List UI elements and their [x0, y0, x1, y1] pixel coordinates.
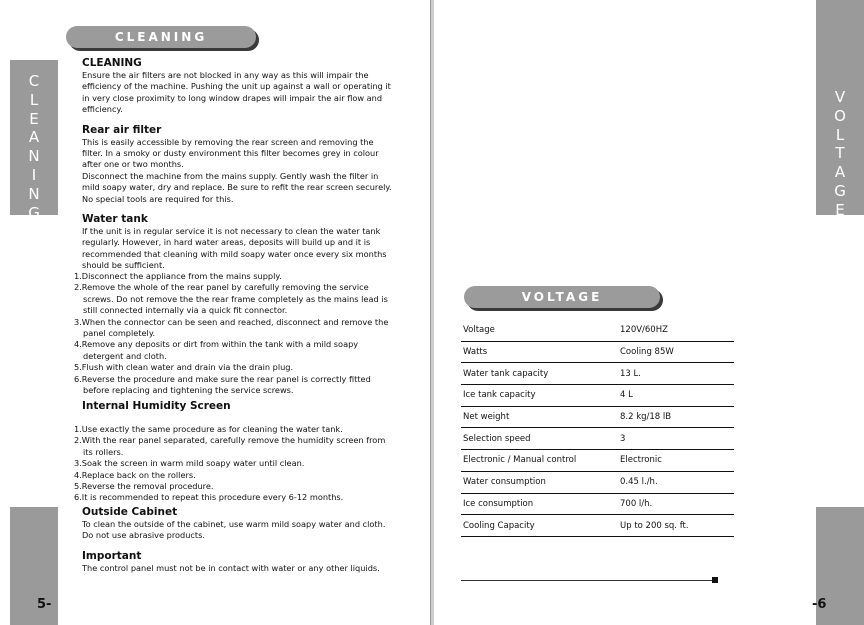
side-tab-letter: T — [835, 144, 845, 163]
side-tab-letter: G — [834, 181, 846, 200]
side-tab-letter: E — [29, 109, 39, 128]
table-row — [461, 515, 734, 537]
side-tab-letter: G — [28, 203, 40, 222]
spec-value: Electronic — [618, 450, 734, 472]
list-item: 2.Remove the whole of the rear panel by carefully removing the service screws. Do not remove the the rear frame completely as the mains lead is still connected internally via a quick fit connector. — [74, 282, 388, 316]
spec-value: 700 l/h. — [618, 493, 734, 515]
spec-label: Voltage — [461, 320, 618, 341]
list-item: 6.Reverse the procedure and make sure the rear panel is correctly fitted before replacing and tightening the service screws. — [74, 373, 371, 396]
spec-label: Net weight — [461, 406, 618, 428]
spec-value: 3 — [618, 428, 734, 450]
side-tab-letter: V — [834, 88, 846, 106]
table-row — [461, 385, 734, 407]
section-body: The control panel must not be in contact with water or any other liquids. — [82, 563, 380, 573]
list-item: 1.Use exactly the same procedure as for cleaning the water tank. — [74, 424, 343, 434]
spec-value: 13 L. — [618, 363, 734, 385]
spec-label: Water consumption — [461, 471, 618, 493]
footer-square-marker — [712, 577, 718, 583]
side-tab-letter: A — [834, 163, 846, 182]
water-tank-steps — [74, 271, 394, 396]
spec-value: 8.2 kg/18 lB — [618, 406, 734, 428]
section-title: Rear air filter — [82, 123, 162, 136]
table-row — [461, 471, 734, 493]
table-row — [461, 450, 734, 472]
spec-label: Water tank capacity — [461, 363, 618, 385]
side-tab-voltage — [816, 0, 864, 219]
list-item: 4.Replace back on the rollers. — [74, 469, 196, 480]
section-humidity-title-wrap — [82, 400, 392, 413]
spec-label: Selection speed — [461, 428, 618, 450]
side-tab-letter: L — [29, 90, 39, 109]
list-item: 3.Soak the screen in warm mild soapy water until clean. — [74, 458, 305, 469]
section-outside-cabinet — [82, 506, 392, 542]
humidity-steps — [74, 424, 394, 504]
section-title: Water tank — [82, 213, 148, 226]
side-tab-letter: A — [28, 128, 40, 147]
spec-value: Up to 200 sq. ft. — [618, 515, 734, 537]
table-row — [461, 363, 734, 385]
section-title: Internal Humidity Screen — [82, 400, 231, 412]
spec-label: Cooling Capacity — [461, 515, 618, 537]
side-tab-letter: N — [28, 184, 40, 203]
section-body: If the unit is in regular service it is not necessary to clean the water tank regularly. However, in hard water areas, deposits will build up and it is recommended that cleaning with mild soapy water once every six months should be sufficient. — [82, 226, 387, 271]
section-title: CLEANING — [82, 57, 142, 69]
side-tab-letter: E — [835, 200, 845, 219]
side-tab-letter: O — [834, 106, 846, 125]
section-body: This is easily accessible by removing the rear screen and removing the filter. In a smoky or dusty environment this filter becomes grey in colour after one or two months. Disconnect the machine from the mains supply. Gently wash the filter in mild soapy water, dry and replace. Be sure to refit the rear screen securely. No special tools are required for this. — [82, 136, 392, 204]
side-tab-letter: L — [835, 125, 845, 144]
section-water-tank — [82, 213, 392, 272]
page-number-left: 5- — [37, 597, 52, 612]
section-header-voltage: VOLTAGE — [464, 286, 660, 308]
spec-table — [461, 320, 734, 537]
table-row — [461, 320, 734, 341]
spec-value: 4 L — [618, 385, 734, 407]
footer-rule — [461, 580, 713, 581]
list-item: 5.Reverse the removal procedure. — [74, 481, 214, 492]
side-tab-letter: I — [31, 165, 37, 184]
section-important — [82, 550, 392, 574]
table-row — [461, 406, 734, 428]
cleaning-content — [82, 57, 392, 280]
section-body: To clean the outside of the cabinet, use warm mild soapy water and cloth. Do not use abrasive products. — [82, 519, 386, 541]
spec-value: 0.45 l./h. — [618, 471, 734, 493]
section-header-cleaning: CLEANING — [66, 26, 256, 48]
list-item: 6.It is recommended to repeat this procedure every 6-12 months. — [74, 492, 344, 503]
table-row — [461, 428, 734, 450]
page-number-right: -6 — [812, 597, 827, 612]
spec-value: 120V/60HZ — [618, 320, 734, 341]
table-row — [461, 493, 734, 515]
side-tab-letter: C — [28, 72, 40, 90]
section-cleaning — [82, 57, 392, 116]
spec-label: Electronic / Manual control — [461, 450, 618, 472]
section-body: Ensure the air filters are not blocked in any way as this will impair the efficiency of the machine. Pushing the unit up against a wall or operating it in very close proximity to long window drapes will impair the air flow and efficiency. — [82, 70, 391, 115]
side-tab-letter: N — [28, 147, 40, 166]
list-item: 4.Remove any deposits or dirt from within the tank with a mild soapy detergent and cloth. — [74, 339, 359, 361]
spec-label: Ice consumption — [461, 493, 618, 515]
list-item: 3.When the connector can be seen and reached, disconnect and remove the panel completely. — [74, 316, 389, 339]
section-rear-air-filter — [82, 124, 392, 205]
spec-value: Cooling 85W — [618, 341, 734, 363]
side-tab-label — [10, 60, 58, 222]
section-title: Outside Cabinet — [82, 506, 178, 518]
list-item: 1.Disconnect the appliance from the mains supply. — [74, 271, 282, 281]
side-tab-cleaning — [10, 60, 58, 222]
side-tab-label — [816, 0, 864, 220]
section-title: Important — [82, 550, 142, 562]
list-item: 5.Flush with clean water and drain via the drain plug. — [74, 362, 294, 373]
spec-label: Watts — [461, 341, 618, 363]
list-item: 2.With the rear panel separated, carefully remove the humidity screen from its rollers. — [74, 435, 386, 457]
table-row — [461, 341, 734, 363]
spec-label: Ice tank capacity — [461, 385, 618, 407]
